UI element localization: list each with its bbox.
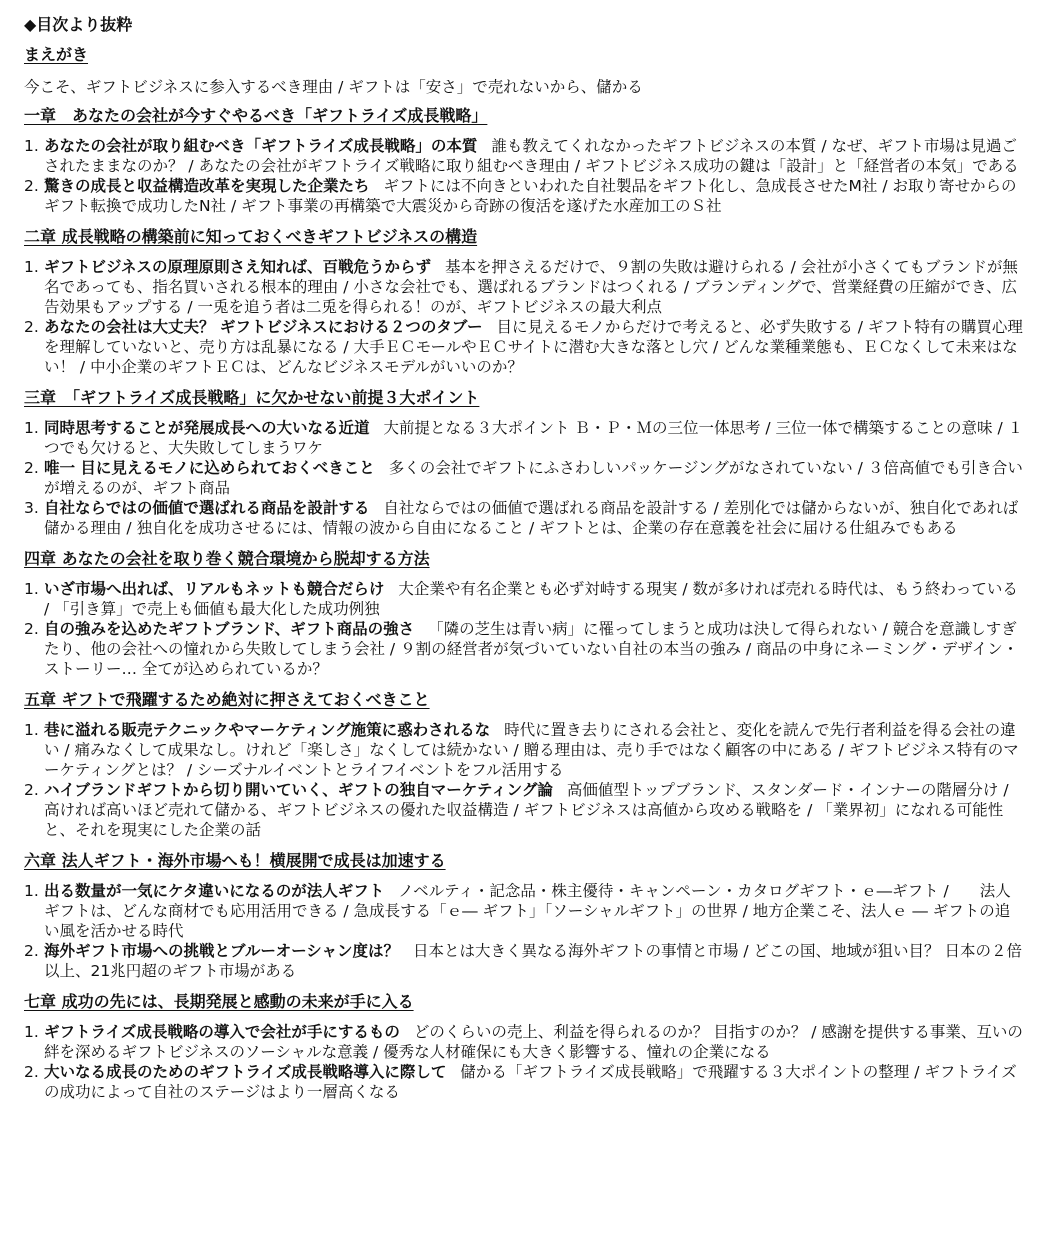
item-description: 誰も教えてくれなかったギフトビジネスの本質 / なぜ、ギフト市場は見過ごされたままなのか？ / あなたの会社がギフトライズ戦略に取り組むべき理由 / ギフトビジネス成功の鍵は「設計」と「経営者の本気」である (44, 137, 1019, 175)
item-title: 同時思考することが発展成長への大いなる近道 (44, 419, 370, 437)
toc-heading: ◆目次より抜粋 (24, 15, 133, 34)
item-title: 驚きの成長と収益構造改革を実現した企業たち (44, 177, 370, 195)
item-description: どのくらいの売上、利益を得られるのか？ 目指すのか？ / 感謝を提供する事業、互いの絆を深めるギフトビジネスのソーシャルな意義 / 優秀な人材確保にも大きく影響する、憧れの企業になる (44, 1023, 1023, 1061)
preface-text: 今こそ、ギフトビジネスに参入するべき理由 / ギフトは「安さ」で売れないから、儲かる (24, 78, 643, 96)
item-number: 2. (24, 781, 39, 799)
chapter-title: 五章 ギフトで飛躍するため絶対に押さえておくべきこと (24, 690, 430, 709)
item-title: ギフトビジネスの原理原則さえ知れば、百戦危うからず (44, 258, 432, 276)
item-number: 2. (24, 1063, 39, 1081)
item-title: 自の強みを込めたギフトブランド、ギフト商品の強さ (44, 620, 415, 638)
item-number: 2. (24, 620, 39, 638)
item-number: 2. (24, 942, 39, 960)
item-description: 高価値型トップブランド、スタンダード・インナーの階層分け / 高ければ高いほど売れて儲かる、ギフトビジネスの優れた収益構造 / ギフトビジネスは高値から攻める戦略を / 「業界初」になれる可能性と、それを現実にした企業の話 (44, 781, 1009, 839)
chapter-title: 六章 法人ギフト・海外市場へも！横展開で成長は加速する (24, 851, 446, 870)
item-description: 大前提となる３大ポイント Ｂ・Ｐ・Ｍの三位一体思考 / 三位一体で構築することの意味 / １つでも欠けると、大失敗してしまうワケ (44, 419, 1024, 457)
list-item (24, 720, 1024, 780)
item-description: 自社ならではの価値で選ばれる商品を設計する / 差別化では儲からないが、独自化であれば儲かる理由 / 独自化を成功させるには、情報の波から自由になること / ギフトとは、企業の存在意義を社会に届ける仕組みでもある (44, 499, 1019, 537)
preface-title: まえがき (24, 45, 89, 64)
item-title: 大いなる成長のためのギフトライズ成長戦略導入に際して (44, 1063, 447, 1081)
item-description: 大企業や有名企業とも必ず対峙する現実 / 数が多ければ売れる時代は、もう終わっている / 「引き算」で売上も価値も最大化した成功例独 (44, 580, 1018, 618)
item-title: あなたの会社が取り組むべき「ギフトライズ成長戦略」の本質 (44, 137, 478, 155)
list-item (24, 136, 1024, 176)
item-description: 時代に置き去りにされる会社と、変化を読んで先行者利益を得る会社の違い / 痛みなくして成果なし。けれど「楽しさ」なくしては続かない / 贈る理由は、売り手ではなく顧客の中にある / ギフトビジネス特有のマーケティングとは？ / シーズナルイベントとライフイベントをフル活用する (44, 721, 1019, 779)
list-item (24, 941, 1024, 981)
chapter-section (24, 105, 1024, 216)
chapter-item-list (24, 720, 1024, 840)
list-item (24, 176, 1024, 216)
chapter-list (24, 105, 1024, 1102)
chapter-section (24, 548, 1024, 679)
item-title: ハイブランドギフトから切り開いていく、ギフトの独自マーケティング論 (44, 781, 553, 799)
list-item (24, 780, 1024, 840)
list-item (24, 619, 1024, 679)
chapter-item-list (24, 136, 1024, 216)
chapter-section (24, 226, 1024, 377)
chapter-item-list (24, 881, 1024, 981)
chapter-section (24, 991, 1024, 1102)
item-description: 目に見えるモノからだけで考えると、必ず失敗する / ギフト特有の購買心理を理解していないと、売り方は乱暴になる / 大手ＥＣモールやＥＣサイトに潜む大きな落とし穴 / どんな業種業態も、ＥＣなくして未来はない！ / 中小企業のギフトＥＣは、どんなビジネスモデルがいいのか？ (44, 318, 1023, 376)
chapter-item-list (24, 1022, 1024, 1102)
chapter-title: 一章 あなたの会社が今すぐやるべき「ギフトライズ成長戦略」 (24, 106, 488, 125)
chapter-title: 七章 成功の先には、長期発展と感動の未来が手に入る (24, 992, 414, 1011)
item-number: 2. (24, 177, 39, 195)
preface-section (24, 44, 1024, 97)
list-item (24, 498, 1024, 538)
item-title: 唯一 目に見えるモノに込められておくべきこと (44, 459, 375, 477)
item-title: 海外ギフト市場への挑戦とブルーオーシャン度は？ (44, 942, 399, 960)
chapter-section (24, 387, 1024, 538)
item-title: 自社ならではの価値で選ばれる商品を設計する (44, 499, 370, 517)
chapter-section (24, 850, 1024, 981)
item-title: あなたの会社は大丈夫？ ギフトビジネスにおける２つのタブー (44, 318, 483, 336)
list-item (24, 317, 1024, 377)
item-description: 多くの会社でギフトにふさわしいパッケージングがなされていない / ３倍高値でも引き合いが増えるのが、ギフト商品 (44, 459, 1023, 497)
item-description: 「隣の芝生は青い病」に罹ってしまうと成功は決して得られない / 競合を意識しすぎたり、他の会社への憧れから失敗してしまう会社 / ９割の経営者が気づいていない自社の本当の強み / 商品の中身にネーミング・デザイン・ストーリー… 全てが込められているか？ (44, 620, 1019, 678)
list-item (24, 458, 1024, 498)
item-number: 1. (24, 258, 39, 276)
item-description: 儲かる「ギフトライズ成長戦略」で飛躍する３大ポイントの整理 / ギフトライズの成功によって自社のステージはより一層高くなる (44, 1063, 1017, 1101)
list-item (24, 257, 1024, 317)
chapter-item-list (24, 418, 1024, 538)
item-number: 1. (24, 882, 39, 900)
list-item (24, 881, 1024, 941)
item-title: ギフトライズ成長戦略の導入で会社が手にするもの (44, 1023, 400, 1041)
item-number: 3. (24, 499, 39, 517)
item-title: 巷に溢れる販売テクニックやマーケティング施策に惑わされるな (44, 721, 491, 739)
list-item (24, 1022, 1024, 1062)
item-description: ノベルティ・記念品・株主優待・キャンペーン・カタログギフト・ｅ―ギフト / 法人ギフトは、どんな商材でも応用活用できる / 急成長する「ｅ― ギフト」「ソーシャルギフト」の世界 / 地方企業こそ、法人ｅ ― ギフトの追い風を活かせる時代 (44, 882, 1011, 940)
list-item (24, 418, 1024, 458)
item-description: ギフトには不向きといわれた自社製品をギフト化し、急成長させたM社 / お取り寄せからのギフト転換で成功したN社 / ギフト事業の再構築で大震災から奇跡の復活を遂げた水産加工のＳ社 (44, 177, 1017, 215)
chapter-item-list (24, 257, 1024, 377)
item-number: 1. (24, 580, 39, 598)
item-number: 1. (24, 1023, 39, 1041)
item-number: 1. (24, 419, 39, 437)
chapter-section (24, 689, 1024, 840)
list-item (24, 579, 1024, 619)
item-number: 1. (24, 721, 39, 739)
chapter-title: 二章 成長戦略の構築前に知っておくべきギフトビジネスの構造 (24, 227, 478, 246)
item-number: 2. (24, 318, 39, 336)
chapter-title: 三章 「ギフトライズ成長戦略」に欠かせない前提３大ポイント (24, 388, 480, 407)
item-number: 2. (24, 459, 39, 477)
item-title: 出る数量が一気にケタ違いになるのが法人ギフト (44, 882, 385, 900)
item-description: 基本を押さえるだけで、９割の失敗は避けられる / 会社が小さくてもブランドが無名であっても、指名買いされる根本的理由 / 小さな会社でも、選ばれるブランドはつくれる / ブランディングで、営業経費の圧縮ができ、広告効果もアップする / 一兎を追う者は二兎を得られる！のが、ギフトビジネスの最大利点 (44, 258, 1018, 316)
list-item (24, 1062, 1024, 1102)
chapter-title: 四章 あなたの会社を取り巻く競合環境から脱却する方法 (24, 549, 430, 568)
item-description: 日本とは大きく異なる海外ギフトの事情と市場 / どこの国、地域が狙い目？ 日本の２倍以上、21兆円超のギフト市場がある (44, 942, 1022, 980)
item-title: いざ市場へ出れば、リアルもネットも競合だらけ (44, 580, 385, 598)
item-number: 1. (24, 137, 39, 155)
chapter-item-list (24, 579, 1024, 679)
